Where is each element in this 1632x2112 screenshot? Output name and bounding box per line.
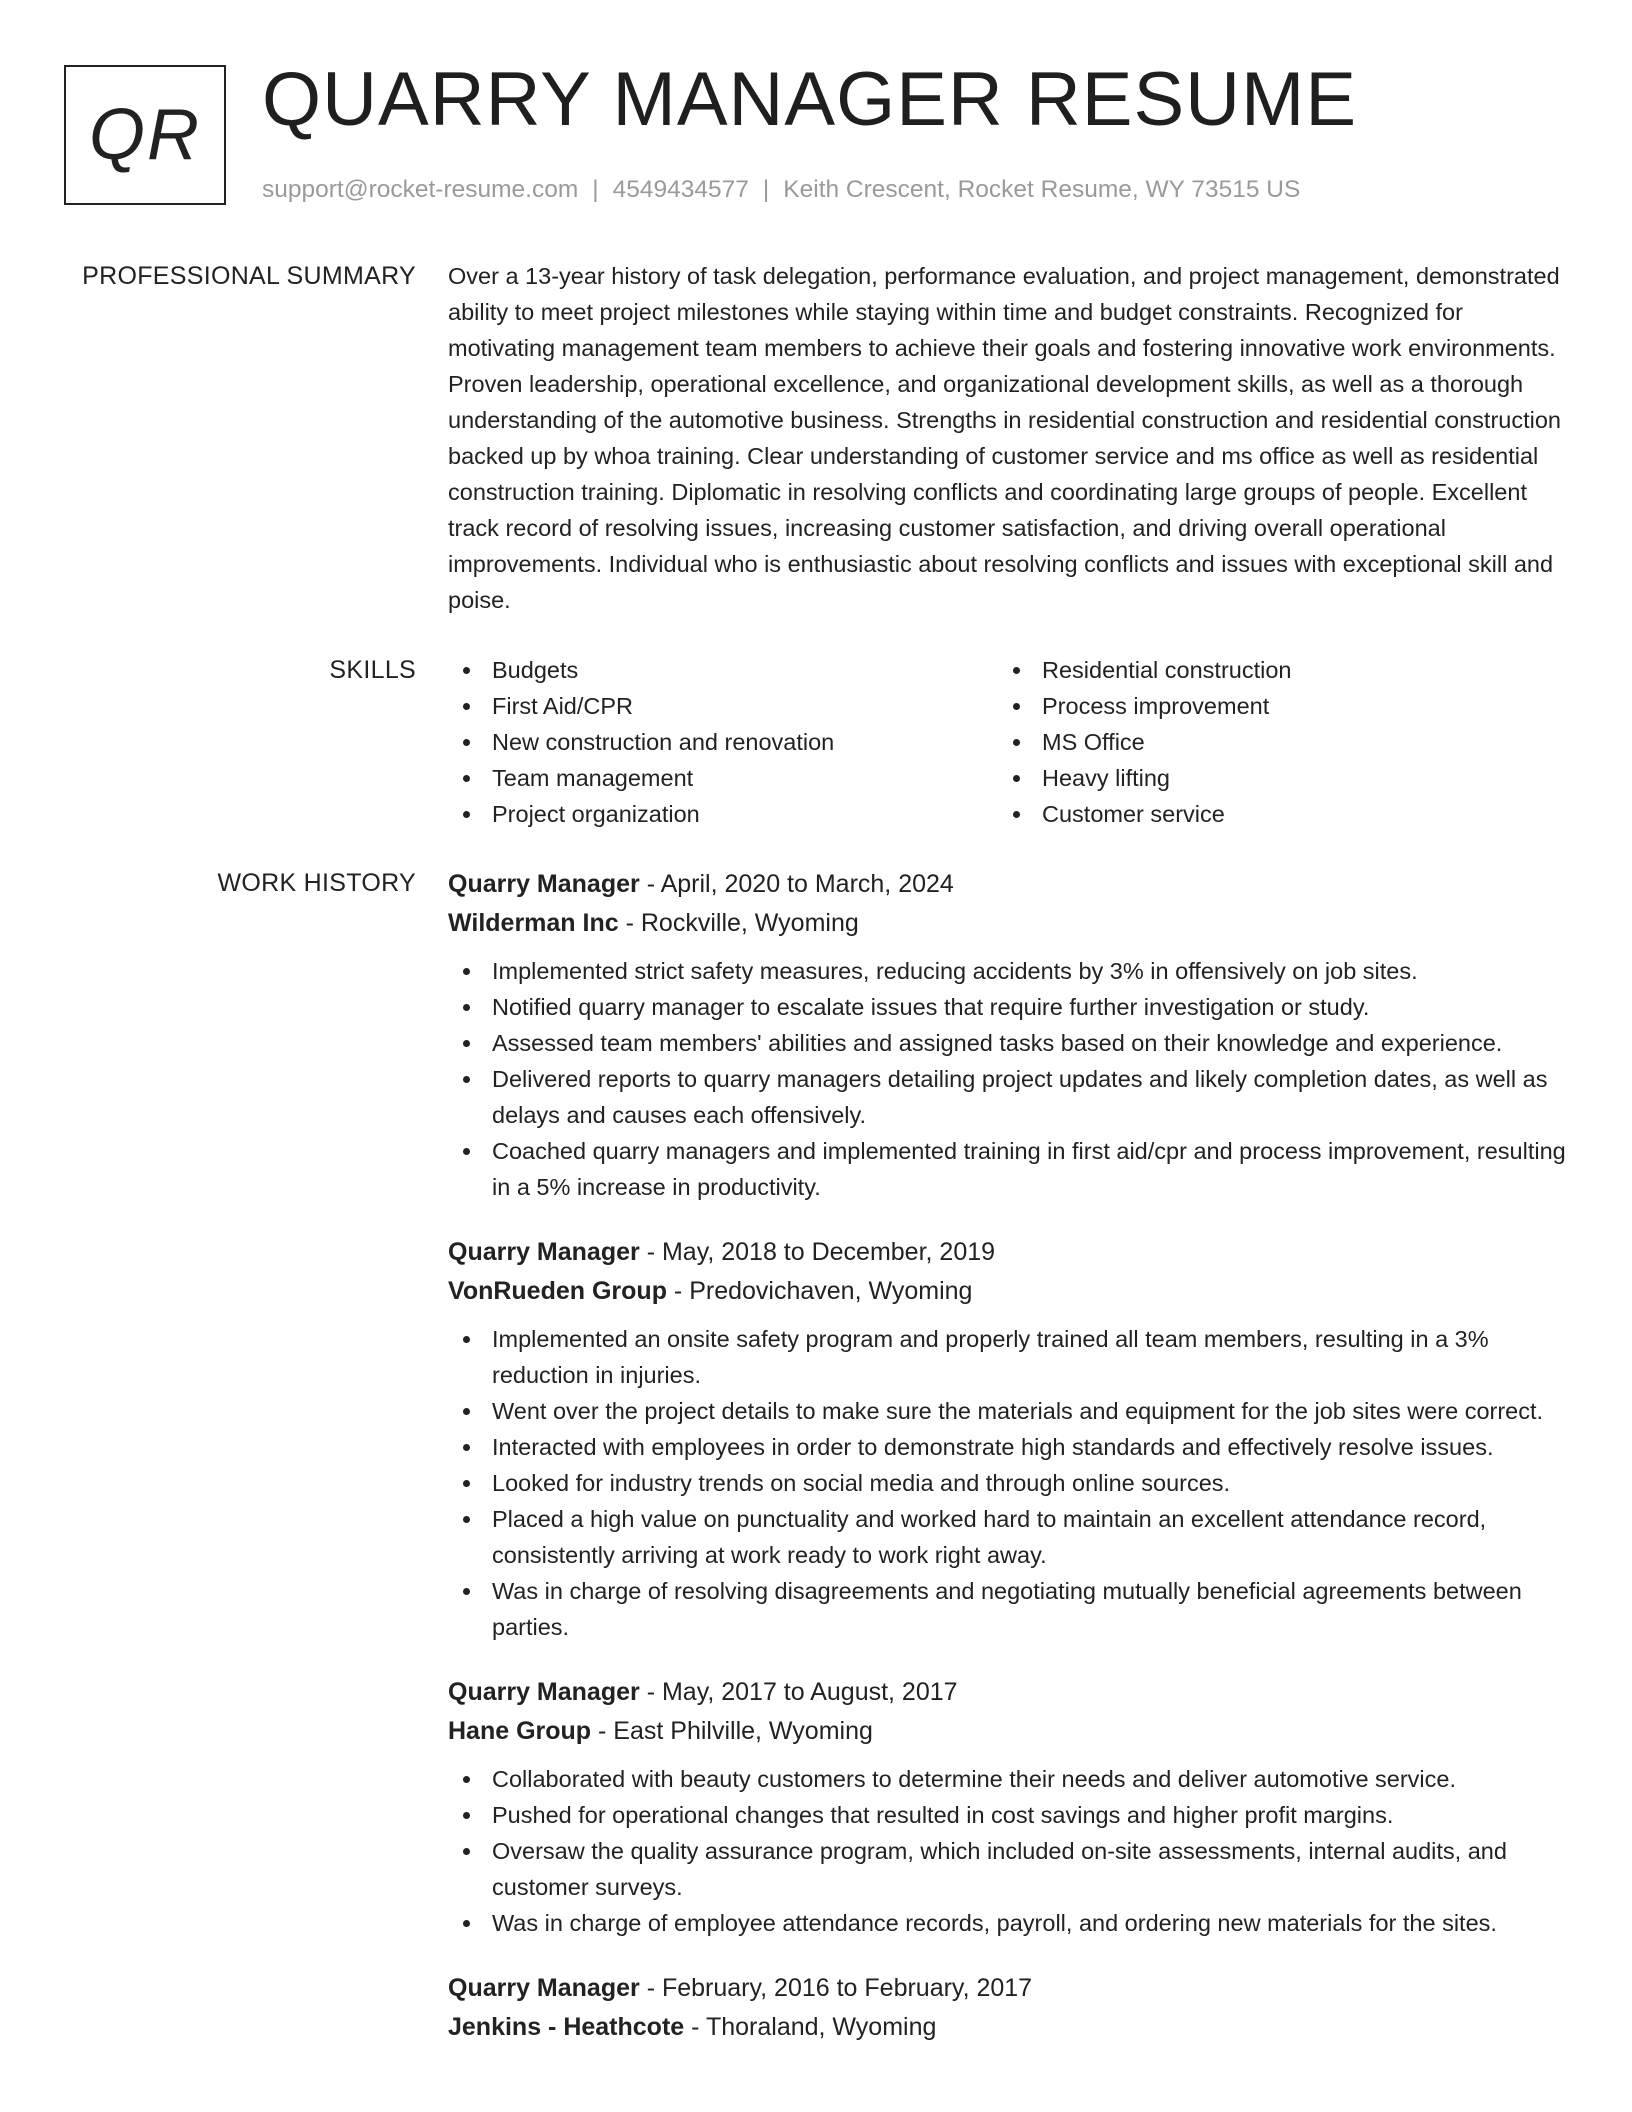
job-duties-list bbox=[448, 1321, 1570, 1645]
job-location: East Philville, Wyoming bbox=[613, 1717, 873, 1745]
job-dates: May, 2018 to December, 2019 bbox=[661, 1238, 996, 1266]
monogram-logo: QR bbox=[64, 65, 226, 205]
contact-email: support@rocket-resume.com bbox=[262, 176, 579, 203]
job-company: Hane Group bbox=[448, 1717, 592, 1745]
contact-address: Keith Crescent, Rocket Resume, WY 73515 US bbox=[783, 176, 1301, 203]
job-title-line: Quarry Manager - May, 2017 to August, 2017 bbox=[448, 1678, 958, 1706]
summary-body bbox=[448, 258, 1570, 618]
job-location: Predovichaven, Wyoming bbox=[689, 1277, 973, 1305]
job-duty-item: Interacted with employees in order to demonstrate high standards and effectively resolve issues. bbox=[448, 1429, 1570, 1465]
skill-item: Residential construction bbox=[998, 652, 1548, 688]
skill-item: Heavy lifting bbox=[998, 760, 1548, 796]
contact-phone: 4549434577 bbox=[612, 176, 749, 203]
work-history-heading: WORK HISTORY bbox=[217, 869, 416, 897]
skills-column-left bbox=[448, 652, 998, 832]
job-dates: May, 2017 to August, 2017 bbox=[661, 1678, 958, 1706]
job-duty-item: Notified quarry manager to escalate issues that require further investigation or study. bbox=[448, 989, 1570, 1025]
job-entry bbox=[448, 1673, 1570, 1941]
contact-separator: | bbox=[592, 176, 599, 203]
job-duty-item: Was in charge of resolving disagreements and negotiating mutually beneficial agreements between parties. bbox=[448, 1573, 1570, 1645]
skills-body bbox=[448, 652, 1570, 832]
job-duties-list bbox=[448, 1761, 1570, 1941]
job-duty-item: Implemented an onsite safety program and properly trained all team members, resulting in a 3% reduction in injuries. bbox=[448, 1321, 1570, 1393]
job-company: VonRueden Group bbox=[448, 1277, 667, 1305]
job-dates: February, 2016 to February, 2017 bbox=[661, 1974, 1033, 2002]
skill-item: First Aid/CPR bbox=[448, 688, 998, 724]
job-duty-item: Went over the project details to make sure the materials and equipment for the job sites were correct. bbox=[448, 1393, 1570, 1429]
job-duties-list bbox=[448, 953, 1570, 1205]
job-duty-item: Oversaw the quality assurance program, which included on-site assessments, internal audits, and customer surveys. bbox=[448, 1833, 1570, 1905]
skill-item: New construction and renovation bbox=[448, 724, 998, 760]
job-duty-item: Was in charge of employee attendance records, payroll, and ordering new materials for the sites. bbox=[448, 1905, 1570, 1941]
job-entry bbox=[448, 865, 1570, 1205]
job-duty-item: Collaborated with beauty customers to determine their needs and deliver automotive service. bbox=[448, 1761, 1570, 1797]
job-duty-item: Coached quarry managers and implemented training in first aid/cpr and process improvement, resulting in a 5% increase in productivity. bbox=[448, 1133, 1570, 1205]
job-company: Wilderman Inc bbox=[448, 909, 619, 937]
job-title: Quarry Manager bbox=[448, 1238, 640, 1266]
page-title: QUARRY MANAGER RESUME bbox=[262, 57, 1358, 142]
summary-text: Over a 13-year history of task delegation, performance evaluation, and project management, demonstrated ability to meet project milestones while staying within time and budget constraints. Recognized for motivating management team members to achieve their goals and fostering innovative work environments. Proven leadership, operational excellence, and organizational development skills, as well as a thorough understanding of the automotive business. Strengths in residential construction and residential construction backed up by whoa training. Clear understanding of customer service and ms office as well as residential construction training. Diplomatic in resolving conflicts and coordinating large groups of people. Excellent track record of resolving issues, increasing customer satisfaction, and driving overall operational improvements. Individual who is enthusiastic about resolving conflicts and issues with exceptional skill and poise. bbox=[448, 263, 1561, 613]
skill-item: MS Office bbox=[998, 724, 1548, 760]
skills-heading: SKILLS bbox=[329, 656, 416, 684]
job-title: Quarry Manager bbox=[448, 1974, 640, 2002]
contact-line bbox=[262, 172, 1300, 208]
work-history-body bbox=[448, 865, 1570, 2075]
job-duty-item: Assessed team members' abilities and assigned tasks based on their knowledge and experience. bbox=[448, 1025, 1570, 1061]
job-location: Rockville, Wyoming bbox=[640, 909, 859, 937]
skill-item: Budgets bbox=[448, 652, 998, 688]
job-company-line: Jenkins - Heathcote - Thoraland, Wyoming bbox=[448, 2013, 937, 2041]
job-company-line: VonRueden Group - Predovichaven, Wyoming bbox=[448, 1277, 973, 1305]
skills-column-right bbox=[998, 652, 1548, 832]
job-duty-item: Delivered reports to quarry managers detailing project updates and likely completion dates, as well as delays and causes each offensively. bbox=[448, 1061, 1570, 1133]
job-entry bbox=[448, 1233, 1570, 1645]
job-title: Quarry Manager bbox=[448, 1678, 640, 1706]
job-company-line: Hane Group - East Philville, Wyoming bbox=[448, 1717, 873, 1745]
job-location: Thoraland, Wyoming bbox=[705, 2013, 937, 2041]
skill-item: Team management bbox=[448, 760, 998, 796]
summary-heading: PROFESSIONAL SUMMARY bbox=[82, 262, 416, 290]
job-title-line: Quarry Manager - May, 2018 to December, 2019 bbox=[448, 1238, 996, 1266]
job-dates: April, 2020 to March, 2024 bbox=[660, 870, 954, 898]
job-title: Quarry Manager bbox=[448, 870, 640, 898]
job-title-line: Quarry Manager - April, 2020 to March, 2024 bbox=[448, 870, 954, 898]
skills-grid bbox=[448, 652, 1570, 832]
job-duty-item: Implemented strict safety measures, reducing accidents by 3% in offensively on job sites. bbox=[448, 953, 1570, 989]
job-duty-item: Placed a high value on punctuality and worked hard to maintain an excellent attendance record, consistently arriving at work ready to work right away. bbox=[448, 1501, 1570, 1573]
contact-separator: | bbox=[762, 176, 770, 203]
job-duty-item: Pushed for operational changes that resulted in cost savings and higher profit margins. bbox=[448, 1797, 1570, 1833]
skill-item: Project organization bbox=[448, 796, 998, 832]
job-company-line: Wilderman Inc - Rockville, Wyoming bbox=[448, 909, 859, 937]
skill-item: Process improvement bbox=[998, 688, 1548, 724]
job-duty-item: Looked for industry trends on social media and through online sources. bbox=[448, 1465, 1570, 1501]
job-title-line: Quarry Manager - February, 2016 to February, 2017 bbox=[448, 1974, 1033, 2002]
job-company: Jenkins - Heathcote bbox=[448, 2013, 685, 2041]
skill-item: Customer service bbox=[998, 796, 1548, 832]
job-entry bbox=[448, 1969, 1570, 2047]
